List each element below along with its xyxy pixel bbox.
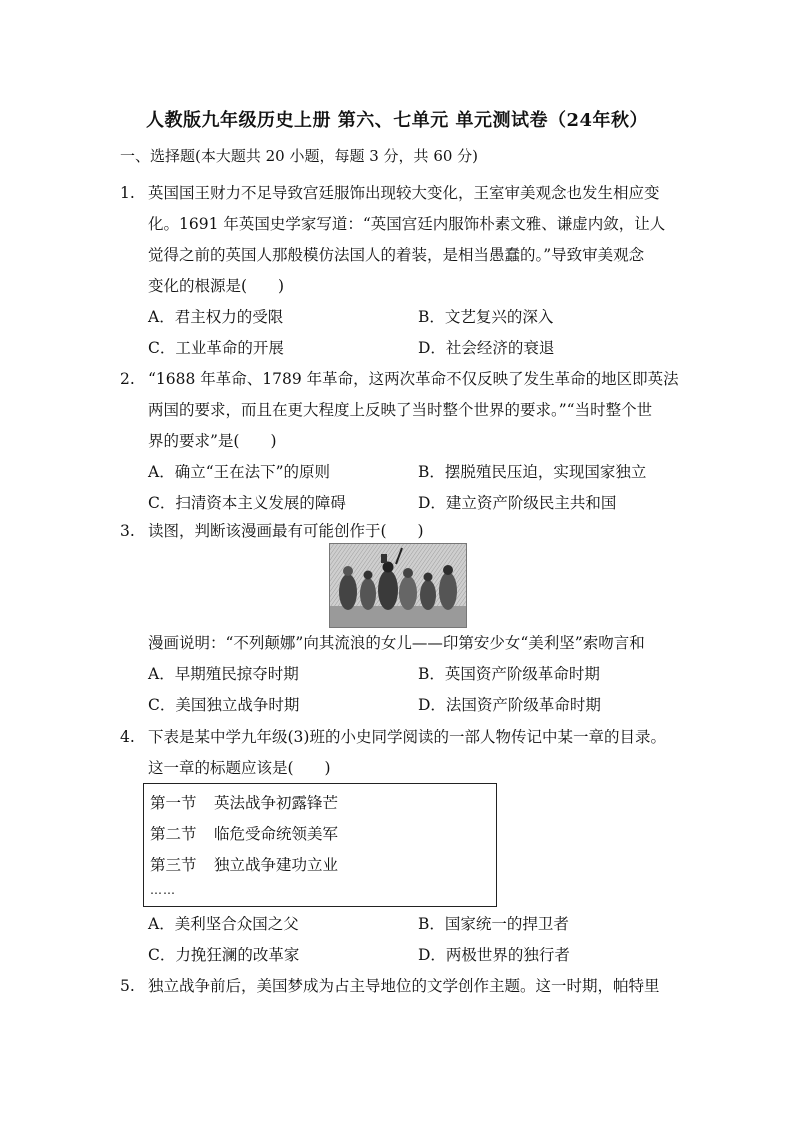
option-c[interactable]: C．扫清资本主义发展的障碍: [148, 494, 346, 512]
option-c[interactable]: C．工业革命的开展: [148, 339, 284, 357]
question-text-line: 两国的要求，而且在更大程度上反映了当时整个世界的要求。”“当时整个世: [148, 401, 653, 419]
question-2-options: [148, 457, 688, 519]
question-text-line: 觉得之前的英国人那般模仿法国人的着装，是相当愚蠢的。”导致审美观念: [148, 246, 645, 264]
question-text-line: 独立战争前后，美国梦成为占主导地位的文学创作主题。这一时期，帕特里: [148, 977, 660, 995]
cartoon-illustration: [330, 544, 466, 627]
option-b[interactable]: B．文艺复兴的深入: [418, 308, 554, 326]
question-number: 1.: [120, 184, 135, 202]
option-c[interactable]: C．力挽狂澜的改革家: [148, 946, 300, 964]
toc-ellipsis: ……: [150, 883, 176, 897]
question-5: [120, 971, 680, 1002]
section-heading: 一、选择题(本大题共 20 小题，每题 3 分，共 60 分): [120, 147, 479, 165]
question-number: 2.: [120, 370, 135, 388]
question-text-line: 这一章的标题应该是( ): [148, 759, 331, 777]
option-d[interactable]: D．两极世界的独行者: [418, 946, 570, 964]
question-text-line: 变化的根源是( ): [148, 277, 285, 295]
question-text-line: 界的要求”是( ): [148, 432, 277, 450]
question-text-line: 化。1691 年英国史学家写道：“英国宫廷内服饰朴素文雅、谦虚内敛，让人: [148, 215, 666, 233]
question-4: [120, 722, 680, 784]
question-4-options: [148, 909, 688, 971]
toc-section: 第一节: [150, 794, 197, 812]
option-d[interactable]: D．法国资产阶级革命时期: [418, 696, 601, 714]
question-1: [120, 178, 680, 302]
option-c[interactable]: C．美国独立战争时期: [148, 696, 300, 714]
toc-section: 第三节: [150, 856, 197, 874]
toc-row: [150, 819, 496, 850]
question-1-options: [148, 302, 688, 364]
option-a[interactable]: A．君主权力的受限: [148, 308, 284, 326]
question-text-line: 读图，判断该漫画最有可能创作于( ): [148, 522, 424, 540]
question-number: 5.: [120, 977, 135, 995]
question-2: [120, 364, 680, 457]
toc-title: 独立战争建功立业: [214, 856, 339, 874]
cartoon-caption: 漫画说明：“不列颠娜”向其流浪的女儿——印第安少女“美利坚”索吻言和: [148, 634, 645, 652]
toc-row: [150, 850, 496, 881]
exam-title: 人教版九年级历史上册 第六、七单元 单元测试卷（24年秋）: [145, 110, 649, 131]
question-number: 3.: [120, 522, 135, 540]
question-text-line: 英国国王财力不足导致宫廷服饰出现较大变化，王室审美观念也发生相应变: [148, 184, 660, 202]
option-a[interactable]: A．确立“王在法下”的原则: [148, 463, 331, 481]
question-number: 4.: [120, 728, 135, 746]
option-d[interactable]: D．社会经济的衰退: [418, 339, 555, 357]
cartoon-image: [329, 543, 467, 628]
question-text-line: “1688 年革命、1789 年革命，这两次革命不仅反映了发生革命的地区即英法: [148, 370, 679, 388]
option-d[interactable]: D．建立资产阶级民主共和国: [418, 494, 617, 512]
toc-section: 第二节: [150, 825, 197, 843]
chapter-contents-table: [143, 783, 497, 907]
toc-row: [150, 788, 496, 819]
toc-title: 临危受命统领美军: [214, 825, 339, 843]
option-a[interactable]: A．早期殖民掠夺时期: [148, 665, 299, 683]
toc-title: 英法战争初露锋芒: [214, 794, 339, 812]
option-a[interactable]: A．美利坚合众国之父: [148, 915, 299, 933]
option-b[interactable]: B．国家统一的捍卫者: [418, 915, 569, 933]
option-b[interactable]: B．摆脱殖民压迫，实现国家独立: [418, 463, 647, 481]
question-text-line: 下表是某中学九年级(3)班的小史同学阅读的一部人物传记中某一章的目录。: [148, 728, 666, 746]
question-3-options: [148, 659, 688, 721]
option-b[interactable]: B．英国资产阶级革命时期: [418, 665, 600, 683]
